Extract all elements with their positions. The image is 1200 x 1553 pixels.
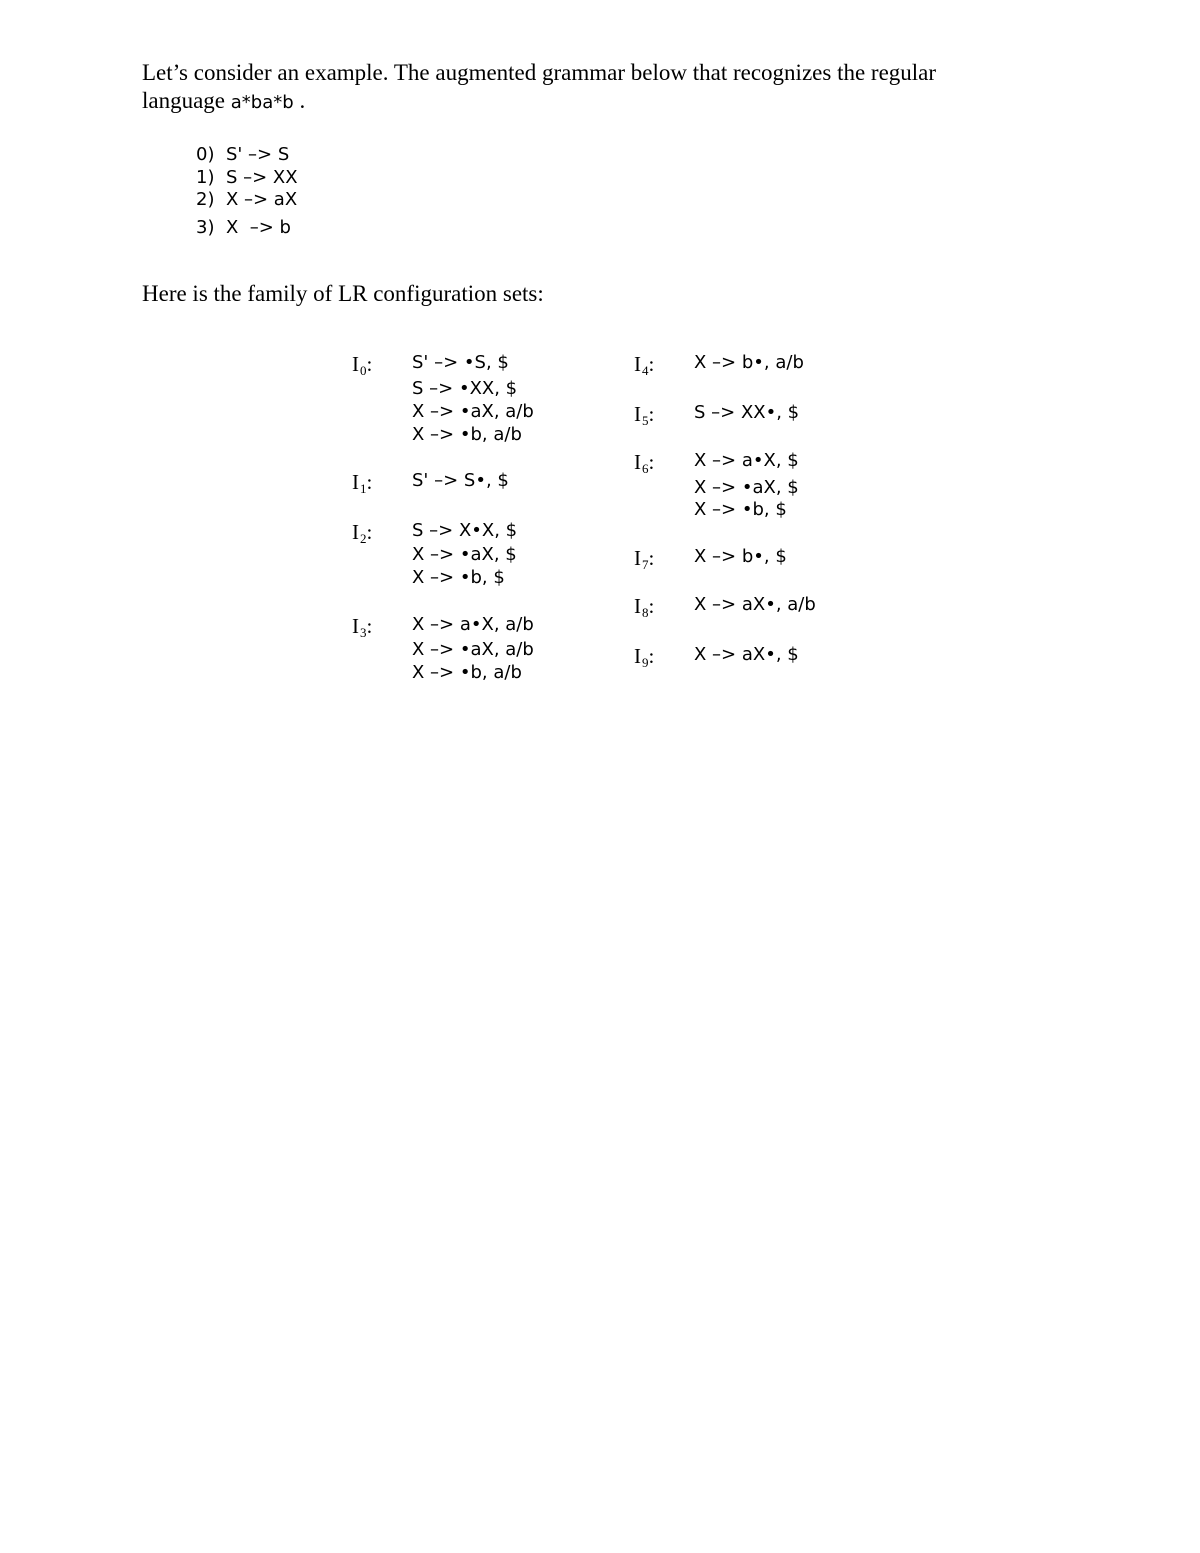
intro-line-2 — [142, 89, 305, 112]
grammar-rule-text: X –> aX — [225, 189, 298, 210]
language-expression: a*ba*b — [230, 92, 294, 113]
grammar-rule — [196, 219, 291, 237]
state-label-i4: $I_4$: — [634, 352, 655, 378]
state-label-i3: $I_3$: — [352, 614, 373, 640]
grammar-rule — [196, 169, 298, 187]
state-item: X –> •aX, a/b — [412, 639, 534, 660]
state-label-i0: $I_0$: — [352, 352, 373, 378]
grammar-rule — [196, 191, 297, 209]
state-item: X –> aX•, a/b — [694, 594, 816, 615]
state-item: X –> •aX, $ — [694, 477, 799, 498]
intro-line-2-suffix: . — [293, 88, 306, 113]
state-item: X –> •b, $ — [694, 499, 787, 520]
state-item: S –> X•X, $ — [412, 520, 518, 541]
state-item: X –> b•, $ — [694, 546, 787, 567]
grammar-rule-number: 1) — [196, 167, 215, 188]
state-item: S –> XX•, $ — [694, 402, 800, 423]
grammar-rule-text: S' –> S — [225, 144, 290, 165]
state-item: X –> •aX, $ — [412, 544, 517, 565]
state-item: X –> •b, a/b — [412, 424, 522, 445]
state-label-i6: $I_6$: — [634, 450, 655, 476]
grammar-rule-text: S –> XX — [225, 167, 298, 188]
state-item: X –> a•X, a/b — [412, 614, 534, 635]
state-label-i9: $I_9$: — [634, 644, 655, 670]
state-item: X –> •b, a/b — [412, 662, 522, 683]
state-item: S –> •XX, $ — [412, 378, 518, 399]
grammar-rule-number: 0) — [196, 144, 215, 165]
state-item: X –> aX•, $ — [694, 644, 799, 665]
grammar-rule-number: 3) — [196, 217, 215, 238]
grammar-rule-number: 2) — [196, 189, 215, 210]
state-label-i5: $I_5$: — [634, 402, 655, 428]
state-label-i2: $I_2$: — [352, 520, 373, 546]
state-label-i7: $I_7$: — [634, 546, 655, 572]
state-label-i1: $I_1$: — [352, 470, 373, 496]
state-item: X –> a•X, $ — [694, 450, 799, 471]
family-heading: Here is the family of LR configuration sets: — [142, 281, 544, 306]
intro-line-1: Let’s consider an example. The augmented grammar below that recognizes the regular — [142, 60, 937, 85]
intro-line-2-prefix: language — [142, 88, 231, 113]
state-item: X –> •aX, a/b — [412, 401, 534, 422]
state-item: S' –> S•, $ — [412, 470, 509, 491]
state-item: S' –> •S, $ — [412, 352, 509, 373]
grammar-rule-text: X –> b — [225, 217, 291, 238]
grammar-rule — [196, 146, 289, 164]
state-item: X –> b•, a/b — [694, 352, 804, 373]
state-label-i8: $I_8$: — [634, 594, 655, 620]
state-item: X –> •b, $ — [412, 567, 505, 588]
